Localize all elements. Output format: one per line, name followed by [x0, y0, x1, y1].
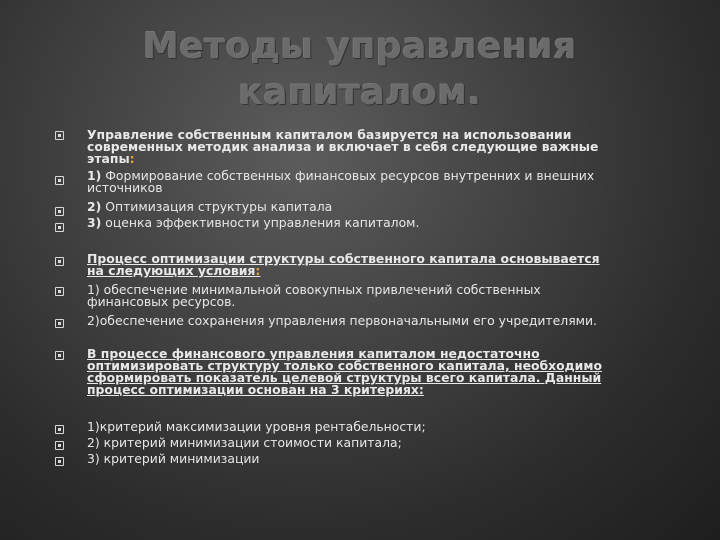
block2-line2-text: на следующих условия	[87, 263, 256, 278]
square-bullet-icon	[55, 223, 64, 232]
block1-item3	[87, 217, 687, 229]
block2-line1: Процесс оптимизации структуры собственного капитала основывается	[87, 251, 600, 266]
block1-item1-text: Формирование собственных финансовых ресурсов внутренних и внешних	[101, 168, 595, 183]
block4-item3: 3) критерий минимизации	[87, 451, 260, 466]
slide-title	[110, 24, 610, 116]
block1-item1-num: 1)	[87, 168, 102, 183]
title-line-2: капиталом.	[238, 72, 482, 113]
title-line-1: Методы управления	[143, 26, 577, 67]
block2-line2	[87, 265, 687, 277]
square-bullet-icon	[55, 207, 64, 216]
block2-item1-cont: финансовых ресурсов.	[87, 294, 236, 309]
square-bullet-icon	[55, 425, 64, 434]
block2-colon: :	[255, 263, 261, 278]
block1-item2-text: Оптимизация структуры капитала	[101, 199, 333, 214]
block1-line3-text: этапы	[87, 151, 130, 166]
block1-line2: современных методик анализа и включает в себя следующие важные	[87, 139, 599, 154]
block1-item1-cont: источников	[87, 180, 163, 195]
block3-line2: оптимизировать структуру только собственного капитала, необходимо	[87, 358, 602, 373]
block1-item2-num: 2)	[87, 199, 102, 214]
square-bullet-icon	[55, 131, 64, 140]
block4-item2: 2) критерий минимизации стоимости капитала;	[87, 435, 402, 450]
block1-item3-num: 3)	[87, 215, 102, 230]
square-bullet-icon	[55, 351, 64, 360]
block1-item3-text: оценка эффективности управления капиталом.	[101, 215, 420, 230]
block2-item2: 2)обеспечение сохранения управления первоначальными его учредителями.	[87, 313, 597, 328]
block3-line4: процесс оптимизации основан на 3 критериях:	[87, 382, 424, 397]
block1-line3	[87, 153, 687, 165]
square-bullet-icon	[55, 441, 64, 450]
block1-line1: Управление собственным капиталом базируется на использовании	[87, 127, 572, 142]
square-bullet-icon	[55, 287, 64, 296]
block3-line3: сформировать показатель целевой структуры всего капитала. Данный	[87, 370, 602, 385]
block1-item1	[87, 170, 687, 182]
block3-line1: В процессе финансового управления капиталом недостаточно	[87, 346, 540, 361]
block1-item2	[87, 201, 687, 213]
block1-colon: :	[129, 151, 135, 166]
square-bullet-icon	[55, 257, 64, 266]
square-bullet-icon	[55, 457, 64, 466]
block4-item1: 1)критерий максимизации уровня рентабельности;	[87, 419, 426, 434]
square-bullet-icon	[55, 176, 64, 185]
block2-item1: 1) обеспечение минимальной совокупных привлечений собственных	[87, 282, 541, 297]
square-bullet-icon	[55, 319, 64, 328]
